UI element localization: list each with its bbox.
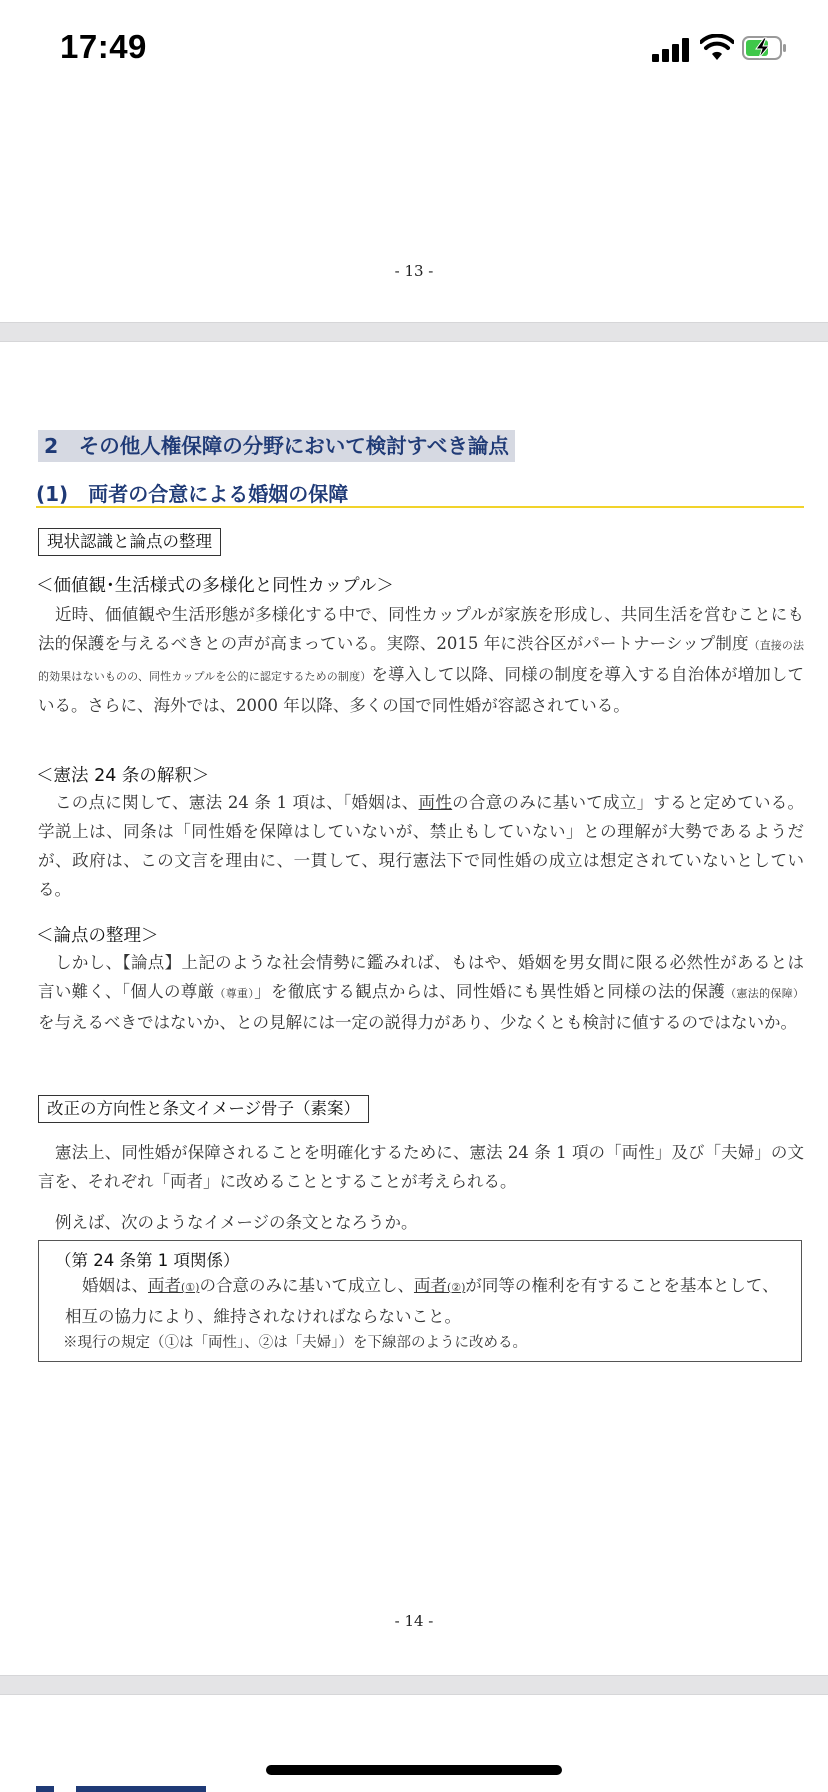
text-span-small: （直接の法的効果はないものの、同性カップルを公的に認定するための制度） <box>38 639 805 683</box>
text-span: が同等の権利を有することを基本として、相互の協力により、維持されなければならないこと。 <box>65 1276 779 1326</box>
page-separator <box>0 322 828 342</box>
cellular-signal-icon <box>652 38 692 62</box>
battery-charging-icon <box>742 36 788 60</box>
text-span: の合意のみに基いて成立」すると定めている。学説上は、同条は「同性婚を保障はしていないが、禁止もしていない」との理解が大勢であるようだが、政府は、この文言を理由に、一貫して、現行憲法下で同性婚の成立は想定されていないとしている。 <box>38 793 805 899</box>
boxed-label-reform-direction: 改正の方向性と条文イメージ骨子（素案） <box>38 1095 369 1123</box>
wifi-icon <box>700 34 734 62</box>
text-span-small: （尊重） <box>214 987 255 1000</box>
text-span: を導入して以降、同様の制度を導入する自治体が増加している。さらに、海外では、2000 年以降、多くの国で同性婚が容認されている。 <box>38 665 805 715</box>
underlined-text: 両者 <box>413 1276 447 1295</box>
text-span: しかし、【論点】上記のような社会情勢に鑑みれば、もはや、婚姻を男女間に限る必然性があるとは言い難く、「個人の尊厳 <box>38 953 804 1001</box>
sub-heading: (1) 両者の合意による婚姻の保障 <box>36 482 349 506</box>
boxed-label-current-status: 現状認識と論点の整理 <box>38 528 221 556</box>
text-span: 婚姻は、 <box>82 1276 148 1295</box>
clock: 17:49 <box>60 28 147 65</box>
text-span: の合意のみに基いて成立し、 <box>199 1276 414 1295</box>
next-page-heading-peek <box>36 1780 236 1792</box>
clause-title: （第 24 条第 1 項関係） <box>55 1251 240 1270</box>
paragraph-direction: 憲法上、同性婚が保障されることを明確化するために、憲法 24 条 1 項の「両性」及び「夫婦」の文言を、それぞれ「両者」に改めることとすることが考えられる。 <box>38 1143 804 1191</box>
paragraph-values <box>38 600 804 720</box>
label-issues: ＜論点の整理＞ <box>36 926 159 946</box>
paragraph-example: 例えば、次のようなイメージの条文となろうか。 <box>55 1213 418 1232</box>
paragraph-issues <box>38 948 804 1037</box>
text-span: を与えるべきではないか、との見解には一定の説得力があり、少なくとも検討に値するのではないか。 <box>38 1013 797 1032</box>
label-article-24: ＜憲法 24 条の解釈＞ <box>36 766 210 786</box>
page-separator <box>0 1675 828 1695</box>
status-bar <box>0 0 828 100</box>
text-span: 近時、価値観や生活形態が多様化する中で、同性カップルが家族を形成し、共同生活を営むことにも法的保護を与えるべきとの声が高まっている。実際、2015 年に渋谷区がパートナーシップ制度 <box>38 605 804 653</box>
label-values: ＜価値観･生活様式の多様化と同性カップル＞ <box>36 576 394 596</box>
heading-rule <box>36 506 804 508</box>
paragraph-article-24 <box>38 788 804 904</box>
section-heading: 2 その他人権保障の分野において検討すべき論点 <box>38 430 515 462</box>
underlined-text: 両者 <box>148 1276 181 1295</box>
page-number-13: - 13 - <box>394 262 434 280</box>
marker-1: (①) <box>181 1281 200 1294</box>
home-indicator[interactable] <box>266 1765 562 1775</box>
marker-2: (②) <box>446 1281 466 1294</box>
clause-frame <box>38 1240 802 1362</box>
text-span-small: （憲法的保障） <box>725 987 805 1000</box>
text-span: 」を徹底する観点からは、同性婚にも異性婚と同様の法的保護 <box>254 982 726 1001</box>
underlined-text: 両性 <box>418 793 453 812</box>
clause-note: ※現行の規定（①は「両性」、②は「夫婦」）を下線部のように改める。 <box>63 1335 527 1351</box>
text-span: この点に関して、憲法 24 条 1 項は、「婚姻は、 <box>55 793 419 812</box>
page-number-14: - 14 - <box>394 1612 434 1630</box>
clause-body <box>65 1271 795 1331</box>
